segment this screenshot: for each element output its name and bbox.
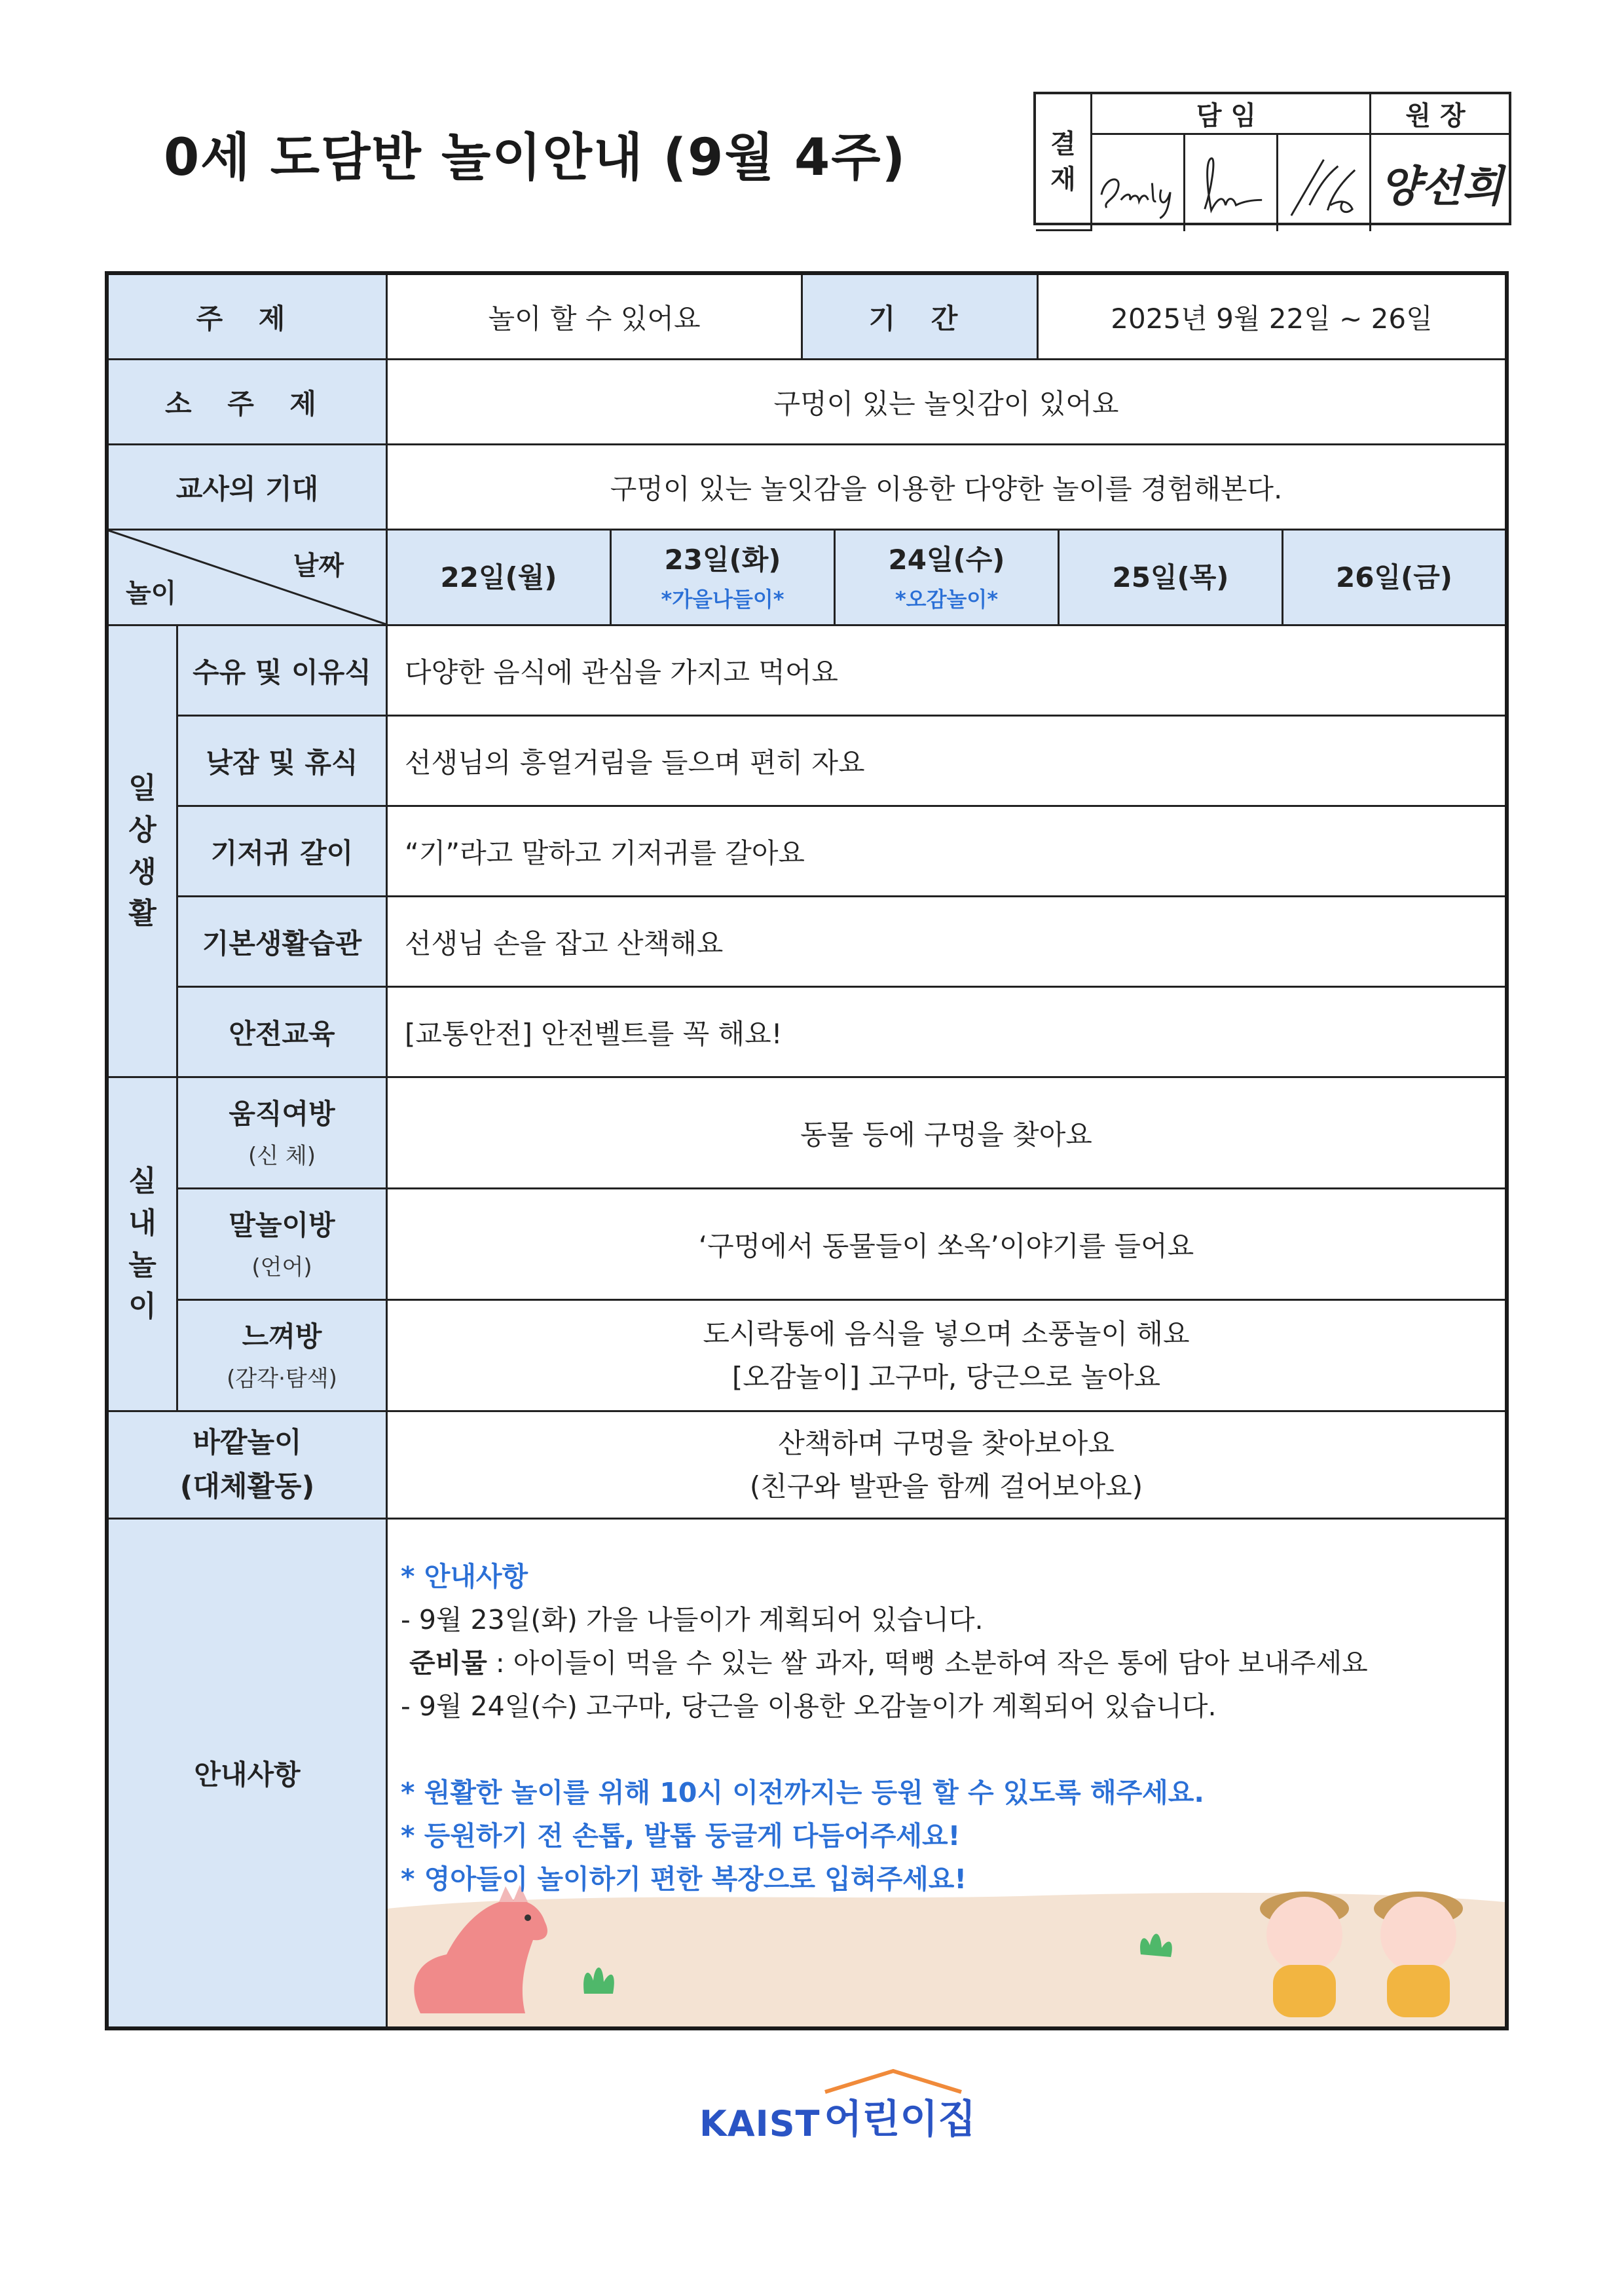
- child-left-illustration: [1260, 1892, 1349, 2017]
- daily-life-group-label: 일 상 생 활: [109, 626, 178, 1078]
- expectation-label: 교사의 기대: [109, 445, 388, 531]
- prep-label: 준비물: [409, 1647, 487, 1679]
- kaist-daycare-logo: [699, 2088, 976, 2144]
- theme-label: 주 제: [109, 275, 388, 360]
- teacher-signature-3: [1278, 135, 1371, 231]
- logo-daycare-text: [824, 2088, 976, 2144]
- date-play-header: [109, 531, 388, 626]
- play-header-label: 놀이: [126, 578, 177, 608]
- expectation-value: 구멍이 있는 놀잇감을 이용한 다양한 놀이를 경험해본다.: [388, 445, 1505, 531]
- nap-label: 낮잠 및 휴식: [178, 717, 388, 807]
- habits-value: 선생님 손을 잡고 산책해요: [388, 897, 1505, 988]
- habits-label: 기본생활습관: [178, 897, 388, 988]
- teacher-signature-1: [1092, 135, 1185, 231]
- notice-text: [401, 1555, 1501, 1901]
- day-header-wed: 24일(수) *오감놀이*: [836, 531, 1060, 626]
- teacher-signature-2: [1185, 135, 1278, 231]
- director-signature-text: 양선희: [1379, 161, 1504, 212]
- nap-value: 선생님의 흥얼거림을 들으며 편히 자요: [388, 717, 1505, 807]
- day-header-thu: 25일(목): [1060, 531, 1283, 626]
- day-header-tue: 23일(화) *가을나들이*: [612, 531, 836, 626]
- day-header-mon: 22일(월): [388, 531, 612, 626]
- sensory-room-value: 도시락통에 음식을 넣으며 소풍놀이 해요 [오감놀이] 고구마, 당근으로 놀아요: [388, 1301, 1505, 1412]
- notice-blue-line-2: * 등원하기 전 손톱, 발톱 둥글게 다듬어주세요!: [401, 1820, 961, 1852]
- outdoor-label: 바깥놀이 (대체활동): [109, 1412, 388, 1520]
- approval-box: [1033, 92, 1511, 225]
- child-right-illustration: [1374, 1892, 1463, 2017]
- page-title: 0세 도담반 놀이안내 (9월 4주): [164, 128, 907, 187]
- homeroom-header: 담임: [1092, 94, 1371, 135]
- day-note-tue: *가을나들이*: [661, 587, 784, 612]
- approval-label: 결 재: [1036, 94, 1092, 231]
- safety-value: [교통안전] 안전벨트를 꼭 해요!: [388, 988, 1505, 1078]
- notice-heading: * 안내사항: [401, 1561, 528, 1592]
- feeding-value: 다양한 음식에 관심을 가지고 먹어요: [388, 626, 1505, 717]
- subtheme-label: 소 주 제: [109, 360, 388, 445]
- indoor-group-label: 실 내 놀 이: [109, 1078, 178, 1412]
- notice-prep: [401, 1641, 1501, 1685]
- date-header-label: 날짜: [293, 551, 344, 581]
- feeding-label: 수유 및 이유식: [178, 626, 388, 717]
- day-header-fri: 26일(금): [1283, 531, 1505, 626]
- period-value: 2025년 9월 22일 ~ 26일: [1039, 275, 1505, 360]
- director-signature: [1371, 135, 1509, 231]
- logo-kaist-text: KAIST: [699, 2103, 821, 2144]
- notice-label: 안내사항: [109, 1520, 388, 2026]
- diaper-value: “기”라고 말하고 기저귀를 갈아요: [388, 807, 1505, 897]
- movement-room-label: 움직여방 (신 체): [178, 1078, 388, 1189]
- logo-daycare-glyphs: 어린이집: [824, 2097, 976, 2142]
- notice-blue-line-3: * 영아들이 놀이하기 편한 복장으로 입혀주세요!: [401, 1863, 967, 1895]
- subtheme-value: 구멍이 있는 놀잇감이 있어요: [388, 360, 1505, 445]
- notice-line-1: - 9월 23일(화) 가을 나들이가 계획되어 있습니다.: [401, 1604, 984, 1635]
- prep-text: : 아이들이 먹을 수 있는 쌀 과자, 떡뻥 소분하여 작은 통에 담아 보내주세요: [487, 1647, 1368, 1679]
- language-room-value: ‘구멍에서 동물들이 쏘옥’이야기를 들어요: [388, 1189, 1505, 1301]
- director-header: 원장: [1371, 94, 1509, 135]
- notice-blue-line-1: * 원활한 놀이를 위해 10시 이전까지는 등원 할 수 있도록 해주세요.: [401, 1777, 1204, 1808]
- sensory-room-label: 느껴방 (감각·탐색): [178, 1301, 388, 1412]
- day-note-wed: *오감놀이*: [895, 587, 999, 612]
- theme-value: 놀이 할 수 있어요: [388, 275, 803, 360]
- diaper-label: 기저귀 갈이: [178, 807, 388, 897]
- notice-line-3: - 9월 24일(수) 고구마, 당근을 이용한 오감놀이가 계획되어 있습니다.: [401, 1690, 1217, 1722]
- language-room-label: 말놀이방 (언어): [178, 1189, 388, 1301]
- period-label: 기 간: [803, 275, 1039, 360]
- outdoor-value: 산책하며 구멍을 찾아보아요 (친구와 발판을 함께 걸어보아요): [388, 1412, 1505, 1520]
- logo-roof-icon: [821, 2068, 965, 2095]
- safety-label: 안전교육: [178, 988, 388, 1078]
- movement-room-value: 동물 등에 구멍을 찾아요: [388, 1078, 1505, 1189]
